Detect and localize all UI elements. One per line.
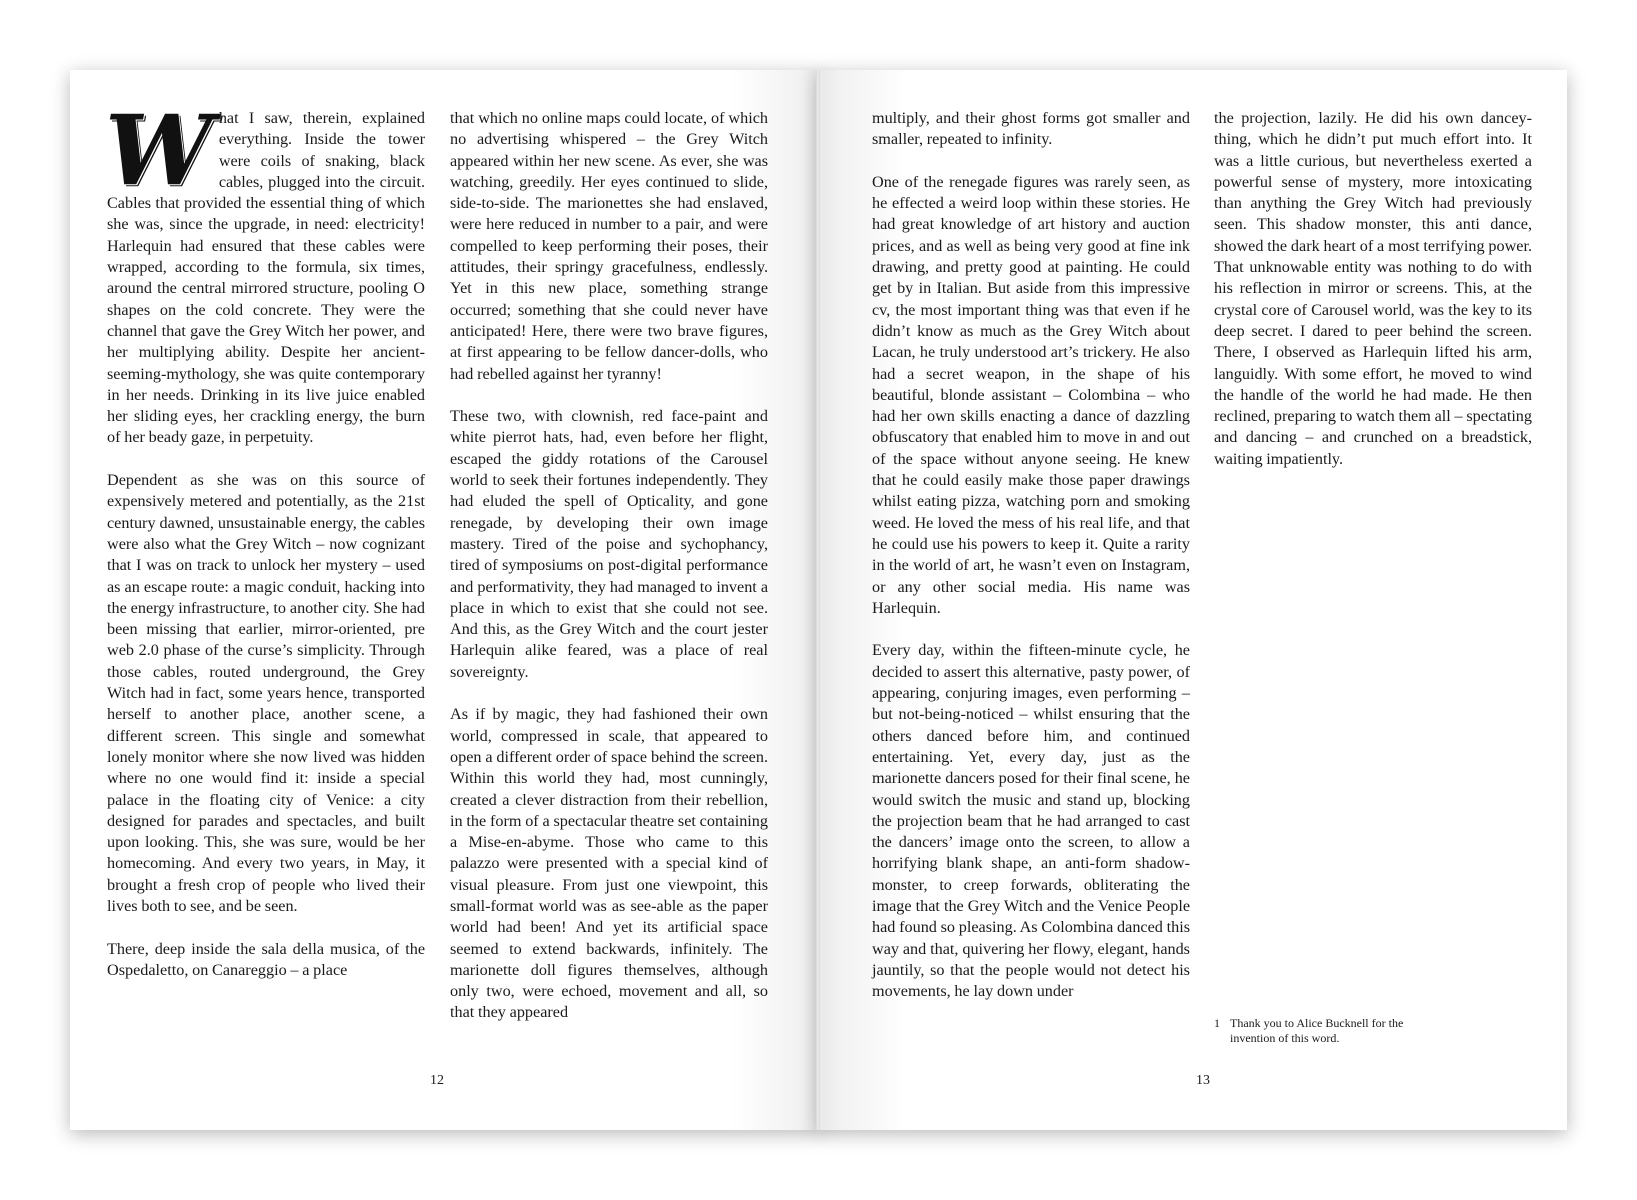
paragraph: There, deep inside the sala della musica, of the Ospedaletto, on Canareggio – a place	[107, 939, 425, 979]
right-page-column-2	[1214, 108, 1532, 470]
left-page-column-2	[450, 108, 768, 1024]
page-number-right: 13	[1196, 1073, 1210, 1088]
book-spine	[816, 70, 820, 1130]
footnote-mark: 1	[1214, 1016, 1220, 1030]
page-number-left: 12	[430, 1073, 444, 1088]
right-page-column-1	[872, 108, 1190, 1002]
paragraph: that which no online maps could locate, of which no advertising whispered – the Grey Witch appeared within her new scene. As ever, she was watching, greedily. Her eyes continued to slide, side-to-side. The marionettes she had enslaved, were here reduced in number to a pair, and were compelled to keep performing their poses, their attitudes, their springy gracefulness, endlessly. Yet in this new place, something strange occurred; something that she could never have anticipated! Here, there were two brave figures, at first appearing to be fellow dancer-dolls, who had rebelled against her tyranny!	[450, 109, 768, 383]
paragraph: the projection, lazily. He did his own dancey-thing, which he didn’t put much effort into. It was a little curious, but nevertheless exerted a powerful sense of mystery, more intoxicating than anything the Grey Witch had previously seen. This shadow monster, this anti dance, showed the dark heart of a most terrifying power. That unknowable entity was nothing to do with his reflection in mirror or screens. This, at the crystal core of Carousel world, was the key to its deep secret. I dared to peer behind the screen. There, I observed as Harlequin lifted his arm, languidly. With some effort, he moved to wind the handle of the world he had made. He then reclined, preparing to watch them all – spectating and dancing – and crunched on a breadstick, waiting impatiently.	[1214, 109, 1532, 468]
paragraph: What I saw, therein, explained everything. Inside the tower were coils of snaking, black cables, plugged into the circuit. Cables that provided the essential thing of which she was, since the upgrade, in need: electricity! Harlequin had ensured that these cables were wrapped, according to the formula, six times, around the central mirrored structure, pooling O shapes on the cold concrete. They were the channel that gave the Grey Witch her power, and her multiplying ability. Despite her ancient-seeming-mythology, she was quite contemporary in her needs. Drinking in its live juice enabled her sliding eyes, her crackling energy, the burn of her beady gaze, in perpetuity.	[105, 94, 425, 447]
footnote	[1214, 1016, 1414, 1046]
paragraph: One of the renegade figures was rarely seen, as he effected a weird loop within these stories. He had great knowledge of art history and auction prices, and as well as being very good at fine ink drawing, and pretty good at painting. He could get by in Italian. But aside from this impressive cv, the most important thing was that even if he didn’t know as much as the Grey Witch about Lacan, he truly understood art’s trickery. He also had a secret weapon, in the shape of his beautiful, blonde assistant – Colombina – who had her own skills enacting a dance of dazzling obfuscatory that enabled him to move in and out of the space without anyone seeing. He knew that he could easily make those paper drawings whilst eating pizza, watching porn and smoking weed. He loved the mess of his real life, and that he could use his powers to keep it. Quite a rarity in the world of art, he wasn’t even on Instagram, or any other social media. His name was Harlequin.	[872, 172, 1190, 617]
paragraph: These two, with clownish, red face-paint and white pierrot hats, had, even before her flight, escaped the giddy rotations of the Carousel world to seek their fortunes independently. They had eluded the spell of Opticality, and gone renegade, by developing their own image mastery. Tired of the poise and sychophancy, tired of symposiums on post-digital performance and performativity, they had managed to invent a place in which to exist that she could not see. And this, as the Grey Witch and the court jester Harlequin alike feared, was a place of real sovereignty.	[450, 407, 768, 681]
paragraph: Every day, within the fifteen-minute cycle, he decided to assert this alternative, pasty power, of appearing, conjuring images, even performing – but not-being-noticed – whilst ensuring that the others danced before him, and continued entertaining. Yet, every day, just as the marionette dancers posed for their final scene, he would switch the music and stand up, blocking the projection beam that he had arranged to cast the dancers’ image onto the screen, to allow a horrifying blank shape, an anti-form shadow-monster, to creep forwards, obliterating the image that the Grey Witch and the Venice People had found so pleasing. As Colombina danced this way and that, quivering her flowy, elegant, hands jauntily, so that the people would not detect his movements, he lay down under	[872, 641, 1191, 1001]
left-page-column-1	[105, 94, 425, 981]
paragraph: As if by magic, they had fashioned their own world, compressed in scale, that appeared to open a different order of space behind the screen. Within this world they had, most cunningly, created a clever distraction from their rebellion, in the form of a spectacular theatre set containing a Mise-en-abyme. Those who came to this palazzo were presented with a special kind of visual pleasure. From just one viewpoint, this small-format world was as see-able as the paper world had been! And yet its artificial space seemed to extend backwards, infinitely. The marionette doll figures themselves, although only two, were echoed, movement and all, so that they appeared	[450, 705, 768, 1022]
paragraph: multiply, and their ghost forms got smaller and smaller, repeated to infinity.	[872, 109, 1190, 149]
paragraph: Dependent as she was on this source of expensively metered and potentially, as the 21st century dawned, unsustainable energy, the cables were also what the Grey Witch – now cognizant that I was on track to unlock her mystery – used as an escape route: a magic conduit, hacking into the energy infrastructure, to another city. She had been missing that earlier, mirror-oriented, pre web 2.0 phase of the curse’s simplicity. Through those cables, routed underground, the Grey Witch had in fact, some years hence, transported herself to another place, another scene, a different screen. This single and somewhat lonely monitor where she now lived was hidden where no one would find it: inside a special palace in the floating city of Venice: a city designed for parades and spectacles, and built upon looking. This, she was sure, would be her homecoming. And every two years, in May, it brought a fresh crop of people who lived their lives both to see, and be seen.	[107, 471, 425, 915]
footnote-text: Thank you to Alice Bucknell for the invention of this word.	[1230, 1016, 1404, 1045]
drop-cap: W	[105, 94, 209, 207]
